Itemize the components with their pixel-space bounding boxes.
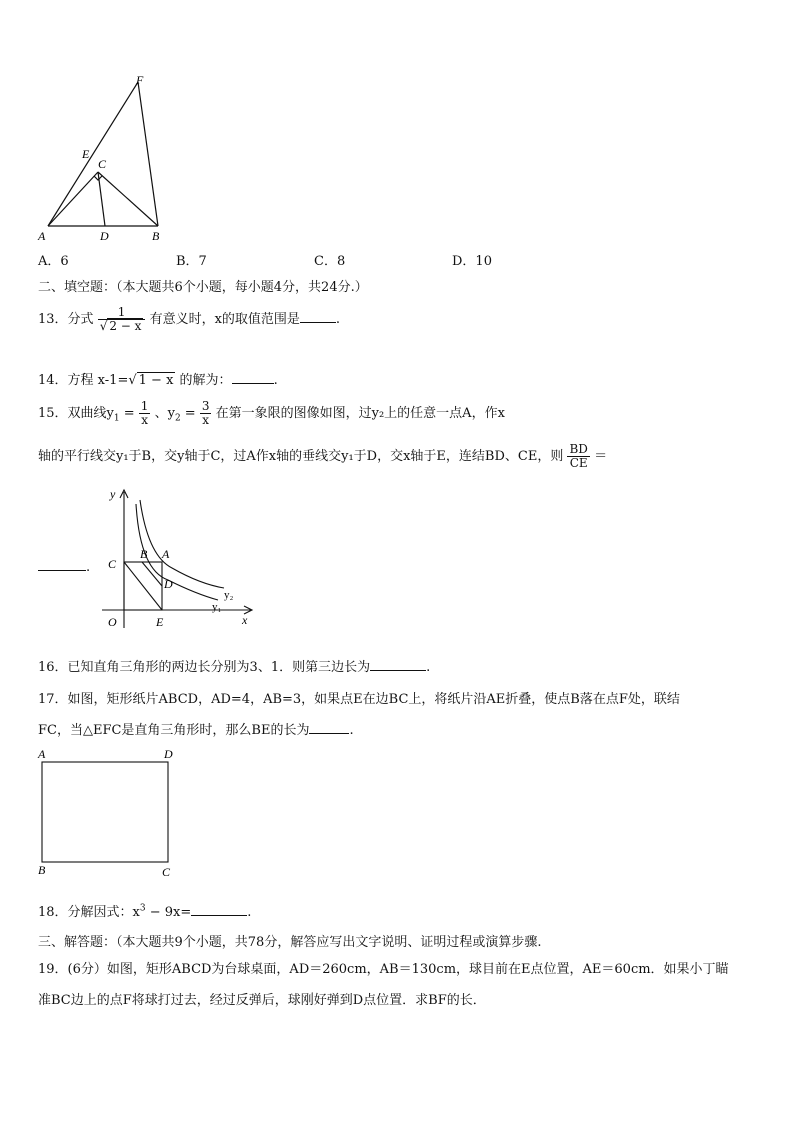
answer-blank-18[interactable] bbox=[191, 903, 247, 916]
option-d[interactable]: D．10 bbox=[452, 254, 492, 269]
question-18: 18．分解因式：$x^3 - 9x=$ . bbox=[38, 903, 252, 920]
question-15-answer: . bbox=[38, 558, 90, 575]
label-A: A bbox=[38, 747, 46, 761]
label-E: E bbox=[82, 147, 90, 161]
question-15-line2: 轴的平行线交y₁于B，交y轴于C，过A作x轴的垂线交y₁于D，交x轴于E，连结BD、CE，则 $\frac{BD}{CE}$ ＝ bbox=[38, 442, 608, 470]
answer-blank-15[interactable] bbox=[38, 558, 86, 571]
label-D: D bbox=[100, 229, 109, 243]
label-A: A bbox=[38, 229, 46, 243]
question-17-line2: FC，当△EFC是直角三角形时，那么BE的长为 . bbox=[38, 723, 354, 738]
hyperbola-figure bbox=[96, 484, 266, 634]
answer-blank-13[interactable] bbox=[300, 310, 336, 323]
fraction: $\frac{1}{√ 2 - x}$ bbox=[98, 306, 146, 333]
label-E: E bbox=[156, 615, 164, 629]
rectangle-figure bbox=[34, 746, 184, 880]
label-D: D bbox=[164, 577, 173, 591]
label-D: D bbox=[164, 747, 173, 761]
option-a[interactable]: A．6 bbox=[38, 254, 69, 269]
label-B: B bbox=[140, 547, 148, 561]
label-C: C bbox=[108, 557, 117, 571]
label-B: B bbox=[38, 863, 46, 877]
axis-label-y: y bbox=[110, 487, 116, 501]
question-15-line1: 15．双曲线$y_1$ = $\frac{1}{x}$ 、$y_2$ = $\frac{3}{x}$ 在第一象限的图像如图，过y₂上的任意一点A，作x bbox=[38, 399, 505, 427]
label-B: B bbox=[152, 229, 160, 243]
answer-blank-17[interactable] bbox=[309, 721, 349, 734]
label-A: A bbox=[162, 547, 170, 561]
label-O: O bbox=[108, 615, 117, 629]
triangle-figure bbox=[30, 70, 190, 245]
question-13: 13．分式 $\frac{1}{√ 2 - x}$ 有意义时，x的取值范围是 . bbox=[38, 305, 341, 333]
label-F: F bbox=[136, 73, 144, 87]
option-b[interactable]: B．7 bbox=[176, 254, 207, 269]
answer-blank-16[interactable] bbox=[370, 658, 426, 671]
question-17-line1: 17．如图，矩形纸片ABCD，AD=4，AB=3，如果点E在边BC上，将纸片沿AE折叠，使点B落在点F处，联结 bbox=[38, 692, 680, 707]
question-16: 16．已知直角三角形的两边长分别为3、1．则第三边长为 . bbox=[38, 660, 431, 675]
answer-blank-14[interactable] bbox=[232, 371, 274, 384]
question-19-line1: 19．(6分）如图，矩形ABCD为台球桌面，AD＝260cm，AB＝130cm，球目前在E点位置，AE＝60cm．如果小丁瞄 bbox=[38, 962, 729, 977]
section-solution-heading: 三、解答题：（本大题共9个小题，共78分，解答应写出文字说明、证明过程或演算步骤. bbox=[38, 935, 542, 950]
label-C: C bbox=[98, 157, 107, 171]
curve-label-y1: y₁ bbox=[212, 601, 222, 613]
question-14: 14．方程 x-1=√ 1 − x 的解为： . bbox=[38, 373, 278, 388]
axis-label-x: x bbox=[242, 613, 248, 627]
question-19-line2: 准BC边上的点F将球打过去，经过反弹后，球刚好弹到D点位置．求BF的长． bbox=[38, 993, 486, 1008]
curve-label-y2: y₂ bbox=[224, 589, 234, 601]
label-C: C bbox=[162, 865, 171, 879]
section-fill-blank-heading: 二、填空题：（本大题共6个小题，每小题4分，共24分.） bbox=[38, 280, 368, 295]
option-c[interactable]: C．8 bbox=[314, 254, 346, 269]
